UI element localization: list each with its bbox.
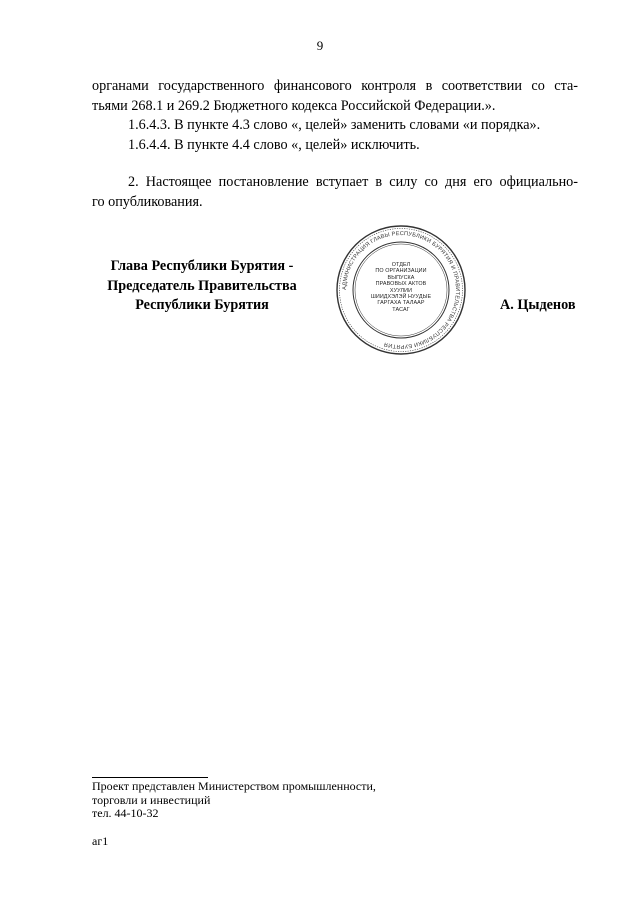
- footer-note: [92, 780, 376, 821]
- seal-line: ПО ОРГАНИЗАЦИИ: [375, 268, 427, 275]
- footer-line: Проект представлен Министерством промышленности,: [92, 779, 376, 793]
- paragraph-line: 2. Настоящее постановление вступает в силу со дня его официально-: [128, 174, 578, 190]
- signatory-name: А. Цыденов: [500, 297, 576, 313]
- seal-line: ОТДЕЛ: [391, 262, 411, 268]
- seal-line: ПРАВОВЫХ АКТОВ: [375, 281, 427, 288]
- paragraph: 1.6.4.4. В пункте 4.4 слово «, целей» исключить.: [128, 136, 420, 153]
- seal-line: ГАРГАХА ТАЛААР: [377, 300, 425, 307]
- signatory-title: [92, 257, 312, 316]
- paragraph-line: тьями 268.1 и 269.2 Бюджетного кодекса Российской Федерации.».: [92, 97, 496, 114]
- seal-line: ШИИДХЭЛЭЙ НУУДЫЕ: [370, 294, 432, 301]
- document-body: [92, 77, 578, 212]
- page-number: 9: [316, 38, 324, 53]
- seal-line: ТАСАГ: [392, 306, 410, 313]
- seal-line: ХУУЛИИ: [389, 287, 413, 294]
- signatory-title-line: Глава Республики Бурятия -: [110, 258, 294, 274]
- signatory-title-line: Председатель Правительства: [107, 277, 297, 294]
- signatory-title-line: Республики Бурятия: [135, 297, 269, 313]
- seal-outer-text: АДМИНИСТРАЦИЯ ГЛАВЫ РЕСПУБЛИКИ БУРЯТИЯ И ПРАВИТЕЛЬСТВА РЕСПУБЛИКИ БУРЯТИЯ: [341, 230, 461, 350]
- paragraph: 1.6.4.3. В пункте 4.3 слово «, целей» заменить словами «и порядка».: [128, 117, 541, 133]
- paragraph-line: го опубликования.: [92, 193, 203, 210]
- seal-inner-text: [361, 262, 441, 313]
- document-code: аг1: [92, 834, 109, 848]
- footer-divider: [92, 777, 208, 778]
- footer-line: тел. 44-10-32: [92, 806, 159, 820]
- footer-line: торговли и инвестиций: [92, 792, 211, 807]
- paragraph-line: органами государственного финансового контроля в соответствии со ста-: [92, 78, 578, 94]
- seal-line: ВЫПУСКА: [387, 274, 415, 281]
